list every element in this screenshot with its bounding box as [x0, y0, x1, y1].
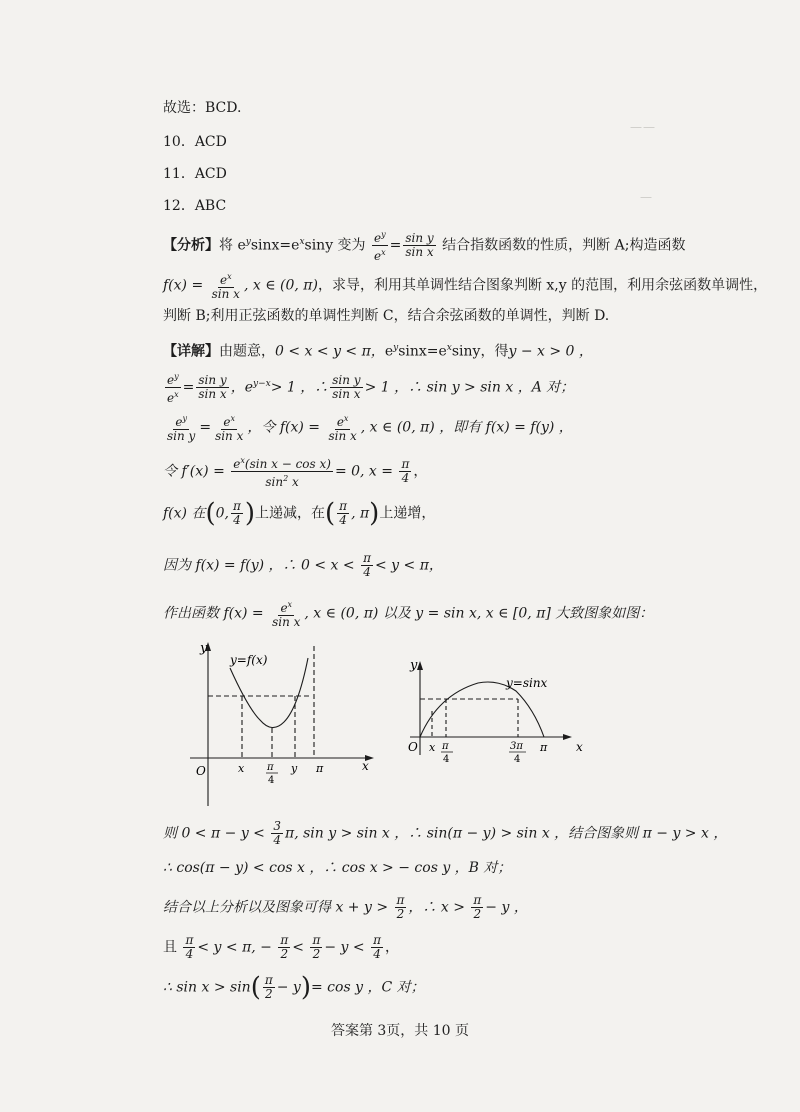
tick-x: x — [429, 741, 436, 754]
text: ， — [384, 939, 399, 956]
page-footer: 答案第 3页，共 10 页 — [330, 1023, 470, 1039]
detail-tag: 【详解】 — [163, 343, 219, 360]
math: , x ∈ (0, π) ，即有 f(x) = f(y) ， — [360, 419, 573, 436]
tick-pi: π — [316, 762, 324, 775]
detail-line-10 — [163, 894, 528, 921]
detail-line-12: ∴ sin x > sin( $\frac{\pi}{2}$ − y)= cos y ，C 对； — [163, 972, 425, 1003]
fraction: $\frac{\pi}{2}$ — [264, 973, 273, 1001]
math: 0, — [215, 505, 229, 522]
tick-x: x — [238, 762, 245, 775]
detail-line-4 — [163, 454, 427, 489]
text: 上递增， — [379, 505, 436, 522]
bleed-through-text: — — [640, 190, 653, 204]
fraction: $\frac{\pi}{4}$ — [363, 551, 371, 579]
detail-line-1: 【详解】由题意，0 < x < y < π，$e^y\sin x=e^x\sin y$，得y − x > 0 ， — [163, 343, 593, 360]
math: < y < π, − — [197, 939, 272, 956]
tick-3pi4-den: 4 — [514, 754, 521, 765]
fraction: $\frac{e^x}{\text{sin x}}$ — [215, 414, 244, 443]
tick-pi4-num: π — [267, 762, 274, 773]
curve-label: y=f(x) — [230, 653, 268, 667]
fraction: $\frac{\pi}{2}$ — [280, 933, 289, 961]
analysis-line-1: 【分析】将 $e^y\sin x=e^x\sin y$ 变为 $\frac{e^y}{e^x}$ = $\frac{\text{sin y}}{\text{sin x}}$ 结合指数函数的性质，判断 A;构造函数 — [163, 230, 686, 263]
fraction: $\frac{e^y}{e^x}$ — [167, 372, 179, 405]
fraction: $\frac{\text{sin y}}{\text{sin x}}$ — [405, 231, 434, 259]
math: 作出函数 f(x) = — [163, 605, 264, 622]
detail-line-11 — [163, 934, 399, 961]
math: > 1 ，∴ — [270, 379, 329, 396]
math: − y < — [324, 939, 365, 956]
math: y − x > 0 ， — [508, 343, 593, 360]
analysis-tag: 【分析】 — [163, 237, 219, 254]
bleed-through-text: —— — [630, 120, 656, 134]
answer-11: 11．ACD — [163, 166, 227, 182]
origin-label: O — [196, 764, 206, 778]
graph-fx — [190, 638, 390, 808]
math: − y — [276, 979, 301, 996]
tick-y: y — [291, 762, 298, 775]
math: 结合以上分析以及图象可得 x + y > — [163, 899, 389, 916]
detail-line-5: f(x) 在(0, $\frac{\pi}{4}$ )上递减，在( $\frac{\pi}{4}$ , π)上递增， — [163, 498, 436, 529]
text: e — [384, 343, 394, 360]
fraction: $\frac{e^x}{\text{sin x}}$ — [272, 600, 301, 629]
math: ，e — [230, 379, 253, 396]
text: siny，得 — [451, 343, 509, 360]
fraction: $\frac{\pi}{4}$ — [185, 933, 194, 961]
text: 且 — [163, 939, 177, 956]
math: 0 < x < y < π， — [275, 343, 385, 360]
analysis-line-3: 判断 B;利用正弦函数的单调性判断 C，结合余弦函数的单调性，判断 D. — [163, 308, 610, 324]
math: = 0, x = — [334, 463, 394, 480]
fraction: $\frac{\pi}{2}$ — [312, 933, 321, 961]
math: 则 0 < π − y < — [163, 825, 265, 842]
detail-line-2 — [163, 370, 574, 405]
text: ，求导，利用其单调性结合图象判断 x,y 的范围，利用余弦函数单调性， — [317, 277, 768, 294]
tick-pi4-den: 4 — [443, 754, 450, 765]
tick-pi4-num: π — [442, 741, 449, 752]
text: = — [182, 379, 195, 396]
detail-line-9: ∴ cos(π − y) < cos x ，∴ cos x > − cos y ，B 对； — [163, 860, 512, 876]
answer-10: 10．ACD — [163, 134, 227, 150]
math: < y < π， — [374, 557, 443, 574]
math: = cos y ，C 对； — [311, 979, 425, 996]
text: sinx=e — [398, 343, 447, 360]
fraction: $\frac{\pi}{4}$ — [339, 499, 348, 527]
curve-sinx — [420, 682, 544, 737]
fraction: $\frac{\text{sin y}}{\text{sin x}}$ — [332, 373, 361, 401]
function-def: f(x) = — [163, 277, 204, 294]
fraction: $\frac{e^y}{\text{sin y}}$ — [167, 414, 196, 443]
text: 结合指数函数的性质，判断 A;构造函数 — [442, 237, 686, 254]
tick-3pi4-num: 3π — [510, 741, 523, 752]
fraction: $\frac{e^x}{\text{sin x}}$ — [211, 272, 240, 301]
math: 令 f′(x) = — [163, 463, 225, 480]
analysis-line-2 — [163, 270, 767, 301]
fraction: $\frac{\pi}{2}$ — [396, 893, 405, 921]
answer-12: 12．ABC — [163, 198, 227, 214]
detail-line-7 — [163, 598, 653, 629]
tick-pi: π — [540, 741, 548, 754]
detail-line-8 — [163, 820, 727, 847]
text: sinx=e — [250, 237, 300, 254]
y-axis-label: y — [200, 641, 208, 656]
text: ， — [413, 463, 428, 480]
math: < — [292, 939, 304, 956]
fraction: $\frac{\pi}{4}$ — [232, 499, 241, 527]
x-axis-label: x — [362, 759, 369, 773]
math: , π — [351, 505, 370, 522]
math: ，∴ x > — [408, 899, 465, 916]
fraction: $\frac{e^y}{e^x}$ — [374, 230, 386, 263]
detail-line-6 — [163, 552, 443, 579]
y-axis-label: y — [410, 658, 418, 673]
previous-answer: 故选：BCD. — [163, 100, 242, 116]
math: > 1 ，∴ sin y > sin x ，A 对； — [364, 379, 575, 396]
math: f(x) 在 — [163, 505, 206, 522]
text: 上递减，在 — [255, 505, 326, 522]
fraction: $\frac{e^x}{\text{sin x}}$ — [328, 414, 357, 443]
tick-pi4-den: 4 — [268, 775, 275, 786]
math: − y ， — [485, 899, 528, 916]
text: 由题意， — [219, 343, 275, 360]
fraction: $\frac{3}{4}$ — [273, 819, 282, 847]
fraction: $\frac{\pi}{4}$ — [373, 933, 381, 961]
math: 因为 f(x) = f(y) ，∴ 0 < x < — [163, 557, 355, 574]
fraction: $\frac{\text{sin y}}{\text{sin x}}$ — [198, 373, 227, 401]
origin-label: O — [408, 740, 418, 754]
math: , x ∈ (0, π) 以及 y = sin x, x ∈ [0, π] 大致图象如图： — [304, 605, 654, 622]
text: siny 变为 — [304, 237, 366, 254]
curve-fx — [230, 658, 308, 728]
graph-sinx — [398, 655, 598, 775]
text: 将 e — [219, 237, 246, 254]
domain: , x ∈ (0, π) — [243, 277, 318, 294]
math: ∴ sin x > sin — [163, 979, 251, 996]
fraction: $\frac{e^x(\sin x - \cos x)}{\sin^2 x}$ — [233, 456, 331, 489]
x-axis-label: x — [576, 740, 583, 754]
detail-line-3: $\frac{e^y}{\text{sin y}}$ = $\frac{e^x}{\text{sin x}}$ ，令 f(x) = $\frac{e^x}{\text{sin x}}$ , x ∈ (0, π) ，即有 f(x) = f(y) ， — [167, 414, 573, 443]
curve-label: y=sinx — [506, 676, 548, 690]
exponent: y−x — [253, 378, 271, 389]
math: π, sin y > sin x ，∴ sin(π − y) > sin x ，结合图象则 π − y > x ， — [285, 825, 728, 842]
fraction: $\frac{\pi}{2}$ — [473, 893, 482, 921]
math: ，令 f(x) = — [247, 419, 321, 436]
fraction: $\frac{\pi}{4}$ — [401, 457, 410, 485]
